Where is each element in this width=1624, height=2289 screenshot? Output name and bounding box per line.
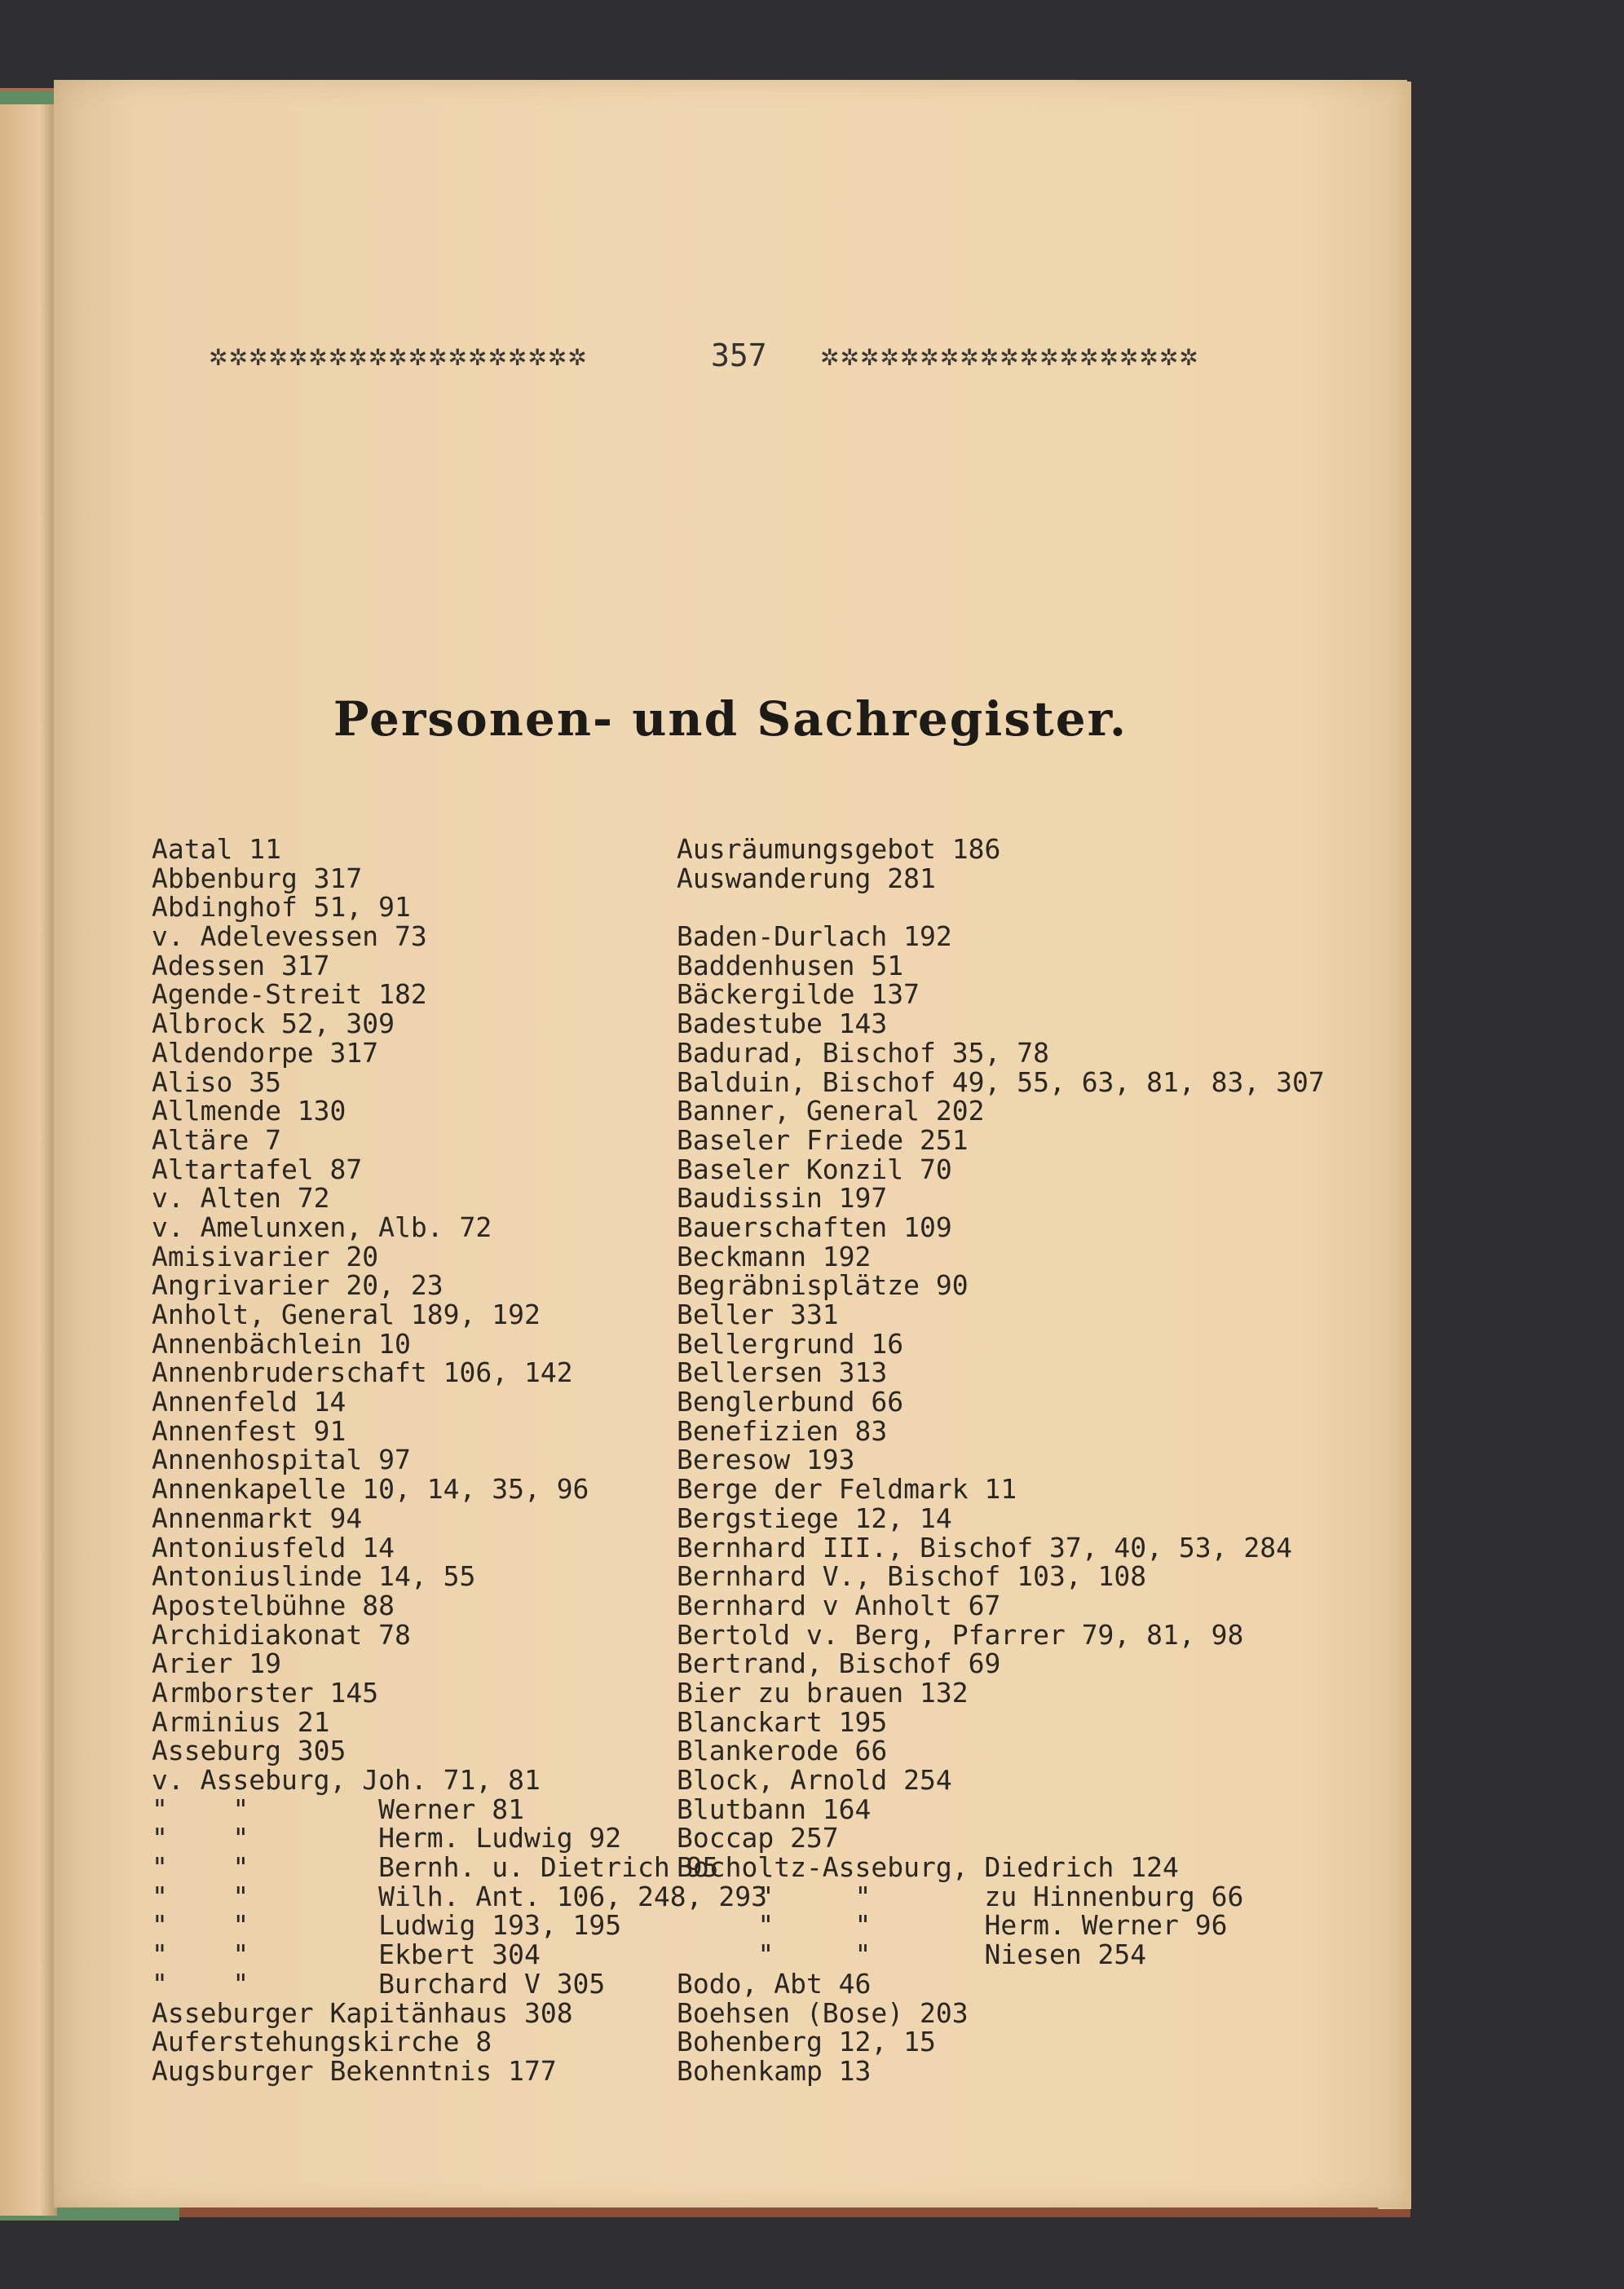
page-number: 357 bbox=[711, 337, 767, 373]
index-entry: Abbenburg 317 bbox=[152, 862, 363, 894]
index-entry: Block, Arnold 254 bbox=[677, 1764, 952, 1796]
index-entry: Aldendorpe 317 bbox=[152, 1036, 379, 1069]
index-entry: Angrivarier 20, 23 bbox=[152, 1269, 444, 1302]
index-entry: Baddenhusen 51 bbox=[677, 949, 904, 981]
ornament-left: ✲✲✲✲✲✲✲✲✲✲✲✲✲✲✲✲✲✲✲ bbox=[209, 344, 588, 371]
index-entry: Bocholtz-Asseburg, Diedrich 124 bbox=[677, 1851, 1179, 1884]
index-entry: Baden-Durlach 192 bbox=[677, 920, 952, 953]
index-entry: Blankerode 66 bbox=[677, 1735, 888, 1767]
index-entry: Altartafel 87 bbox=[152, 1153, 363, 1185]
index-entry: Bauerschaften 109 bbox=[677, 1211, 952, 1243]
index-entry: Auferstehungskirche 8 bbox=[152, 2026, 492, 2058]
index-entry: " " Herm. Ludwig 92 bbox=[152, 1822, 622, 1855]
index-entry: Augsburger Bekenntnis 177 bbox=[152, 2054, 557, 2087]
index-entry: Amisivarier 20 bbox=[152, 1240, 379, 1272]
index-entry: Bernhard v Anholt 67 bbox=[677, 1589, 1001, 1621]
index-entry: " " Werner 81 bbox=[152, 1793, 524, 1825]
index-entry: Badestube 143 bbox=[677, 1008, 888, 1040]
book-page bbox=[54, 80, 1407, 2207]
index-entry: Adessen 317 bbox=[152, 949, 330, 981]
index-entry: v. Alten 72 bbox=[152, 1182, 330, 1215]
index-entry: Bernhard III., Bischof 37, 40, 53, 284 bbox=[677, 1531, 1292, 1563]
index-entry: Baseler Friede 251 bbox=[677, 1123, 969, 1156]
index-entry: Bohenberg 12, 15 bbox=[677, 2026, 936, 2058]
index-entry: Beller 331 bbox=[677, 1299, 839, 1330]
index-entry: Banner, General 202 bbox=[677, 1095, 985, 1127]
index-entry: Berge der Feldmark 11 bbox=[677, 1473, 1017, 1506]
index-entry: Blutbann 164 bbox=[677, 1793, 872, 1825]
index-entry: Bellersen 313 bbox=[677, 1356, 888, 1389]
index-spacer bbox=[677, 893, 1325, 922]
index-entry: Abdinghof 51, 91 bbox=[152, 891, 411, 924]
index-entry: Allmende 130 bbox=[152, 1095, 346, 1127]
index-entry: v. Adelevessen 73 bbox=[152, 920, 427, 953]
index-entry: Asseburger Kapitänhaus 308 bbox=[152, 1996, 573, 2029]
running-header bbox=[209, 337, 1269, 378]
index-entry: Benglerbund 66 bbox=[677, 1386, 904, 1418]
index-entry: Arminius 21 bbox=[152, 1705, 330, 1738]
index-entry: Annenbächlein 10 bbox=[152, 1327, 411, 1360]
index-entry: Begräbnisplätze 90 bbox=[677, 1269, 969, 1302]
index-column-right bbox=[677, 835, 1325, 2086]
index-entry: Antoniuslinde 14, 55 bbox=[152, 1560, 476, 1593]
page-title: Personen- und Sachregister. bbox=[333, 691, 1128, 747]
index-entry: Aliso 35 bbox=[152, 1065, 281, 1098]
index-entry: Beckmann 192 bbox=[677, 1240, 872, 1272]
index-entry: " " Wilh. Ant. 106, 248, 293 bbox=[152, 1880, 767, 1912]
index-entry: Bodo, Abt 46 bbox=[677, 1967, 872, 2000]
index-entry: " " Niesen 254 bbox=[677, 1938, 1147, 1971]
index-entry: Archidiakonat 78 bbox=[152, 1618, 411, 1651]
index-entry: Bergstiege 12, 14 bbox=[677, 1502, 952, 1534]
index-column-left bbox=[152, 835, 767, 2086]
index-entry: Bohenkamp 13 bbox=[677, 2054, 872, 2087]
index-entry: Arier 19 bbox=[152, 1647, 281, 1680]
ornament-right: ✲✲✲✲✲✲✲✲✲✲✲✲✲✲✲✲✲✲✲ bbox=[820, 344, 1199, 371]
index-entry: Bernhard V., Bischof 103, 108 bbox=[677, 1560, 1147, 1593]
index-entry: Annenfeld 14 bbox=[152, 1386, 346, 1418]
index-entry: Anholt, General 189, 192 bbox=[152, 1299, 541, 1330]
index-entry: Asseburg 305 bbox=[152, 1735, 346, 1767]
index-entry: Bertold v. Berg, Pfarrer 79, 81, 98 bbox=[677, 1618, 1244, 1651]
index-entry: Benefizien 83 bbox=[677, 1414, 888, 1447]
index-entry: " " zu Hinnenburg 66 bbox=[677, 1880, 1244, 1912]
index-entry: Bier zu brauen 132 bbox=[677, 1676, 969, 1709]
index-entry: Boehsen (Bose) 203 bbox=[677, 1996, 969, 2029]
index-entry: Bertrand, Bischof 69 bbox=[677, 1647, 1001, 1680]
index-entry: Beresow 193 bbox=[677, 1444, 855, 1476]
index-entry: Bellergrund 16 bbox=[677, 1327, 904, 1360]
index-entry: Annenhospital 97 bbox=[152, 1444, 411, 1476]
index-entry: Altäre 7 bbox=[152, 1123, 281, 1156]
index-entry: Albrock 52, 309 bbox=[152, 1008, 395, 1040]
index-entry: Antoniusfeld 14 bbox=[152, 1531, 395, 1563]
index-entry: Apostelbühne 88 bbox=[152, 1589, 395, 1621]
index-entry: Agende-Streit 182 bbox=[152, 978, 427, 1011]
index-entry: " " Ekbert 304 bbox=[152, 1938, 541, 1971]
index-entry: " " Ludwig 193, 195 bbox=[152, 1909, 622, 1942]
index-entry: " " Herm. Werner 96 bbox=[677, 1909, 1228, 1942]
index-entry: Blanckart 195 bbox=[677, 1705, 888, 1738]
index-entry: Annenfest 91 bbox=[152, 1414, 346, 1447]
index-entry: " " Bernh. u. Dietrich 95 bbox=[152, 1851, 719, 1884]
left-page-gutter bbox=[0, 104, 57, 2216]
index-entry: Annenkapelle 10, 14, 35, 96 bbox=[152, 1473, 589, 1506]
index-entry: " " Burchard V 305 bbox=[152, 1967, 606, 2000]
index-entry: v. Asseburg, Joh. 71, 81 bbox=[152, 1764, 541, 1796]
index-entry: v. Amelunxen, Alb. 72 bbox=[152, 1211, 492, 1243]
index-entry: Armborster 145 bbox=[152, 1676, 379, 1709]
index-entry: Auswanderung 281 bbox=[677, 862, 936, 894]
index-entry: Aatal 11 bbox=[152, 833, 281, 865]
index-entry: Ausräumungsgebot 186 bbox=[677, 833, 1001, 865]
index-entry: Balduin, Bischof 49, 55, 63, 81, 83, 307 bbox=[677, 1065, 1325, 1098]
index-entry: Baseler Konzil 70 bbox=[677, 1153, 952, 1185]
index-entry: Annenmarkt 94 bbox=[152, 1502, 363, 1534]
index-entry: Baudissin 197 bbox=[677, 1182, 888, 1215]
index-entry: Annenbruderschaft 106, 142 bbox=[152, 1356, 573, 1389]
index-entry: Boccap 257 bbox=[677, 1822, 839, 1855]
index-entry: Badurad, Bischof 35, 78 bbox=[677, 1036, 1049, 1069]
index-entry: Bäckergilde 137 bbox=[677, 978, 920, 1011]
